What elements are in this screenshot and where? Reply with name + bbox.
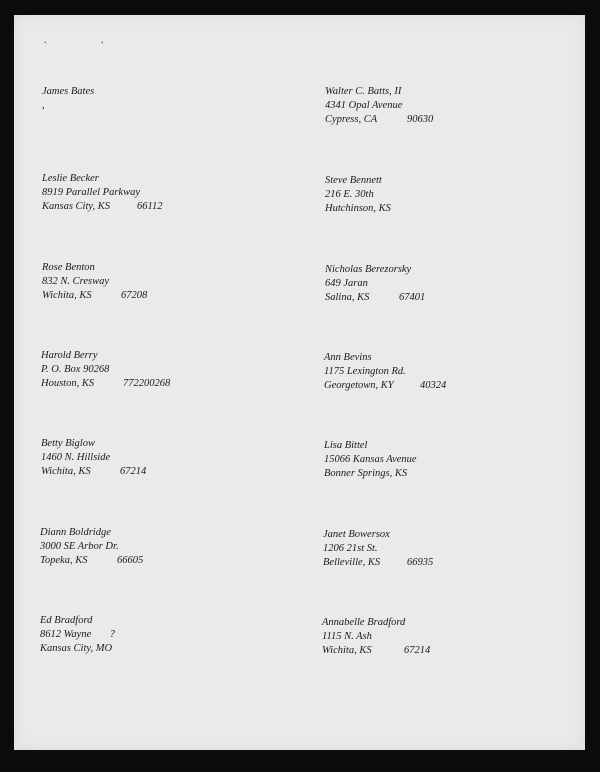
address-entry-left-6 (40, 526, 143, 568)
entry-city-line (41, 377, 170, 391)
entry-name: Rose Benton (42, 262, 95, 273)
entry-name: Harold Berry (41, 350, 98, 361)
entry-street: 3000 SE Arbor Dr. (40, 541, 119, 552)
entry-name: Nicholas Berezorsky (325, 264, 412, 275)
entry-city-line (324, 379, 446, 393)
address-entry-left-7 (40, 614, 116, 656)
address-entry-left-3 (42, 261, 147, 303)
entry-city-line (42, 289, 147, 303)
entry-street: 8612 Wayne ? (40, 629, 115, 640)
entry-name: Ann Bevins (324, 352, 372, 363)
entry-city-line (40, 554, 143, 568)
entry-street: 8919 Parallel Parkway (42, 187, 140, 198)
entry-street: 15066 Kansas Avenue (324, 454, 417, 465)
entry-name: Janet Bowersox (323, 529, 390, 540)
entry-zip: 67208 (121, 290, 148, 301)
entry-name: Steve Bennett (325, 175, 382, 186)
address-entry-right-3 (325, 263, 425, 305)
entry-city: Topeka, KS (40, 555, 88, 566)
entry-name: Leslie Becker (42, 173, 99, 184)
entry-zip: 67401 (399, 292, 426, 303)
entry-city: Salina, KS (325, 292, 370, 303)
entry-zip: 66112 (137, 201, 163, 212)
address-entry-right-2 (325, 174, 401, 216)
entry-city-line (325, 202, 401, 216)
entry-street: 1206 21st St. (323, 543, 378, 554)
address-entry-right-6 (323, 528, 433, 570)
entry-city: Cypress, CA (325, 114, 378, 125)
entry-city: Kansas City, MO (40, 643, 113, 654)
entry-city: Bonner Springs, KS (324, 468, 408, 479)
address-entry-right-5 (324, 439, 417, 481)
entry-zip: 772200268 (123, 378, 171, 389)
header-marks: . . (44, 35, 130, 46)
entry-city-line (322, 644, 430, 658)
entry-street: 1175 Lexington Rd. (324, 366, 406, 377)
entry-street: 216 E. 30th (325, 189, 374, 200)
entry-city: Wichita, KS (322, 645, 372, 656)
entry-street: 1460 N. Hillside (41, 452, 111, 463)
address-entry-left-2 (42, 172, 162, 214)
entry-city: Georgetown, KY (324, 380, 394, 391)
address-entry-left-1 (42, 85, 94, 113)
entry-street: P. O. Box 90268 (41, 364, 110, 375)
entry-name: Walter C. Batts, II (325, 86, 402, 97)
entry-street: 832 N. Cresway (42, 276, 109, 287)
address-entry-left-4 (41, 349, 170, 391)
entry-name: Annabelle Bradford (322, 617, 406, 628)
entry-zip: 66605 (117, 555, 144, 566)
entry-street: , (42, 100, 45, 111)
entry-name: Ed Bradford (40, 615, 93, 626)
address-entry-right-1 (325, 85, 433, 127)
entry-zip: 40324 (420, 380, 447, 391)
entry-city: Kansas City, KS (42, 201, 110, 212)
entry-city: Houston, KS (41, 378, 95, 389)
entry-name: Diann Boldridge (40, 527, 111, 538)
address-entry-left-5 (41, 437, 146, 479)
entry-name: Lisa Bittel (324, 440, 368, 451)
entry-name: Betty Biglow (41, 438, 95, 449)
address-entry-right-4 (324, 351, 446, 393)
entry-street: 4341 Opal Avenue (325, 100, 403, 111)
entry-zip: 67214 (404, 645, 431, 656)
entry-city-line (325, 291, 425, 305)
entry-city-line (325, 113, 433, 127)
entry-city: Belleville, KS (323, 557, 381, 568)
entry-city-line (40, 642, 116, 656)
address-entry-right-7 (322, 616, 430, 658)
entry-city-line (42, 200, 162, 214)
entry-street: 649 Jaran (325, 278, 368, 289)
entry-city: Wichita, KS (42, 290, 92, 301)
entry-zip: 66935 (407, 557, 434, 568)
entry-city-line (41, 465, 146, 479)
entry-city: Wichita, KS (41, 466, 91, 477)
entry-city-line (324, 467, 417, 481)
entry-zip: 90630 (407, 114, 434, 125)
entry-city-line (323, 556, 433, 570)
entry-street: 1115 N. Ash (322, 631, 372, 642)
entry-name: James Bates (42, 86, 95, 97)
entry-zip: 67214 (120, 466, 147, 477)
document-page (14, 15, 585, 750)
entry-city: Hutchinson, KS (325, 203, 391, 214)
